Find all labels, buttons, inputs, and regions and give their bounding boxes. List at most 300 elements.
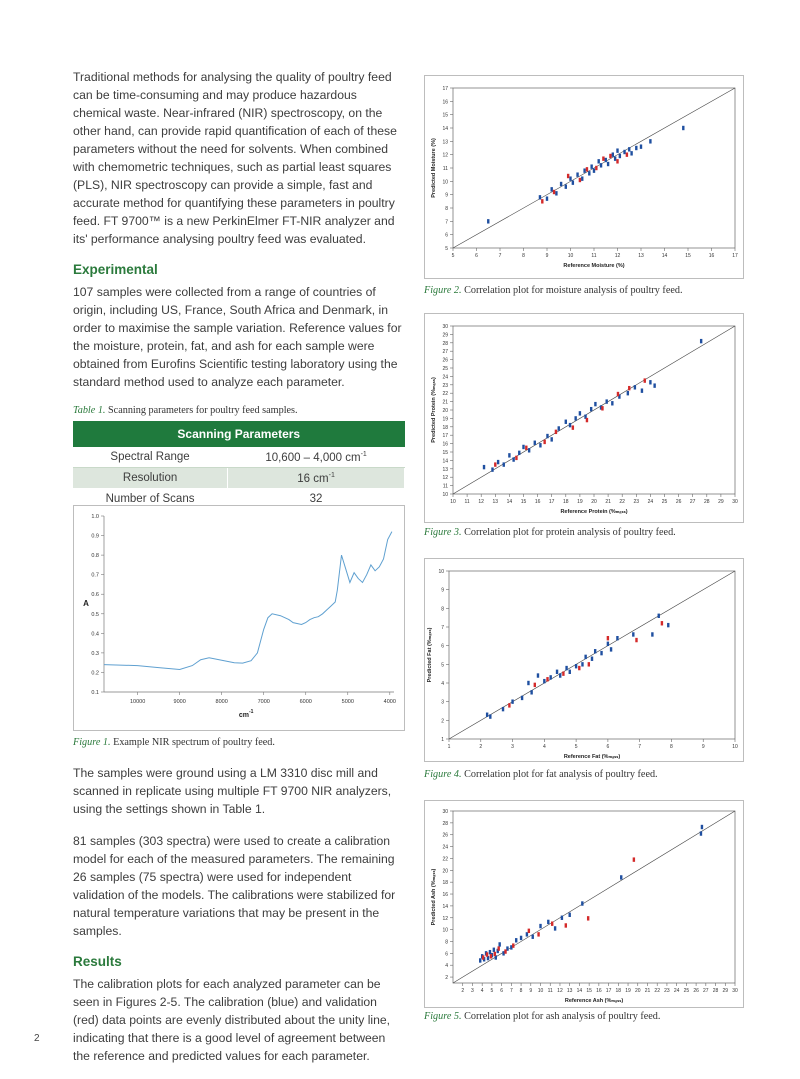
x-tick-label: 13: [566, 988, 573, 994]
calibration-point: [630, 151, 632, 155]
calibration-point: [569, 176, 571, 180]
validation-point: [586, 167, 588, 171]
ash-chart: [425, 801, 743, 1007]
calibration-point: [614, 156, 616, 160]
x-tick-label: 3: [471, 988, 474, 994]
figure-1-label: Figure 1.: [73, 737, 111, 748]
table-cell-value: 10,600 – 4,000 $cm^{-1}$: [228, 447, 405, 468]
validation-point: [512, 943, 514, 947]
y-tick-label: 28: [442, 340, 448, 347]
x-tick-label: 26: [675, 499, 682, 505]
spectrum-chart: [74, 506, 404, 730]
y-tick-label: 10: [442, 179, 448, 186]
calibration-point: [487, 219, 489, 223]
calibration-point: [503, 462, 505, 466]
validation-point: [579, 178, 581, 182]
x-tick-label: 19: [625, 988, 631, 994]
results-paragraph: The calibration plots for each analyzed parameter can be seen in Figures 2-5. The calibration (blue) and validation (red) data points are evenly distributed about the unity line, indicating that there is a good level of agreement between the reference and predicted values for each parameter.: [73, 977, 391, 1063]
x-tick-label: 6000: [299, 699, 312, 705]
calibration-point: [549, 675, 551, 679]
y-tick-label: 22: [442, 856, 448, 863]
validation-point: [567, 174, 569, 178]
y-tick-label: 14: [442, 458, 448, 465]
figure-3-box: [424, 313, 744, 523]
calibration-point: [539, 924, 541, 928]
validation-point: [486, 952, 488, 956]
x-tick-label: 8000: [215, 699, 228, 705]
y-tick-label: 20: [442, 868, 448, 875]
x-tick-label: 17: [548, 499, 555, 505]
calibration-point: [528, 448, 530, 452]
calibration-point: [616, 148, 618, 152]
y-tick-label: 0.3: [91, 650, 99, 657]
x-tick-label: 16: [596, 988, 602, 994]
scanning-parameters-table: [73, 421, 405, 510]
calibration-point: [575, 664, 577, 668]
validation-point: [508, 703, 510, 707]
x-tick-label: 5: [574, 744, 578, 750]
x-tick-label: 25: [661, 499, 668, 505]
validation-point: [609, 154, 611, 158]
calibration-point: [620, 875, 622, 879]
y-tick-label: 26: [442, 832, 448, 839]
y-tick-label: 30: [442, 809, 448, 815]
figure-1-box: [73, 505, 405, 731]
unity-line: [449, 571, 735, 739]
validation-point: [626, 152, 628, 156]
page-number: 2: [34, 1033, 40, 1044]
calibration-point: [649, 380, 651, 384]
y-tick-label: 7: [441, 625, 444, 631]
x-tick-label: 21: [644, 988, 651, 994]
calibration-point: [511, 699, 513, 703]
x-tick-label: 17: [732, 253, 738, 259]
x-tick-label: 14: [661, 253, 668, 259]
x-tick-label: 12: [557, 988, 563, 994]
calibration-point: [590, 164, 592, 168]
x-tick-label: 10: [732, 744, 738, 750]
y-tick-label: 2: [441, 718, 444, 725]
x-tick-label: 14: [506, 499, 513, 505]
x-tick-label: 10: [537, 988, 544, 994]
calibration-point: [543, 679, 545, 683]
calibration-point: [598, 159, 600, 163]
y-tick-label: 16: [442, 99, 448, 106]
x-tick-label: 8: [522, 253, 525, 259]
x-tick-label: 26: [693, 988, 699, 994]
validation-point: [525, 446, 527, 450]
intro-paragraph: Traditional methods for analysing the quality of poultry feed can be time-consuming and may produce hazardous chemical waste. Near-infrared (NIR) spectroscopy, on the other hand, can provide rapid quantification of each of these parameters without the need for solvents. When combined with chemometric techniques, such as partial least squares (PLS), NIR spectroscopy can provide a simple, fast and accurate method for quantifying these parameters in poultry feed. FT 9700™ is a new PerkinElmer FT-NIR analyzer and its' performance analysing poultry feed was evaluated.: [73, 70, 397, 246]
calibration-point: [518, 451, 520, 455]
table-cell-value: 32: [228, 489, 405, 510]
figure-3-caption: Figure 3. Correlation plot for protein analysis of poultry feed.: [424, 527, 676, 538]
calibration-point: [556, 670, 558, 674]
y-tick-label: 21: [442, 399, 448, 406]
validation-point: [602, 156, 604, 160]
x-tick-label: 11: [591, 253, 597, 259]
validation-point: [588, 662, 590, 666]
left-column: [73, 68, 405, 532]
x-tick-label: 14: [576, 988, 583, 994]
validation-point: [661, 621, 663, 625]
y-tick-label: 0.1: [91, 690, 99, 696]
validation-point: [586, 418, 588, 422]
x-tick-label: 10: [567, 253, 574, 259]
x-tick-label: 10000: [129, 699, 146, 705]
x-tick-label: 22: [619, 499, 625, 505]
validation-point: [498, 946, 500, 950]
y-tick-label: 0.5: [91, 611, 99, 618]
table-cell-label: Number of Scans: [73, 489, 228, 510]
x-tick-label: 29: [722, 988, 729, 994]
validation-point: [565, 923, 567, 927]
y-tick-label: 15: [442, 112, 448, 119]
validation-point: [490, 954, 492, 958]
x-tick-label: 11: [464, 499, 470, 505]
x-tick-label: 7: [498, 253, 502, 259]
y-tick-label: 19: [442, 416, 448, 423]
calibration-point: [581, 176, 583, 180]
x-tick-label: 4: [480, 988, 484, 994]
calibration-point: [600, 651, 602, 655]
validation-point: [543, 440, 545, 444]
y-tick-label: 15: [442, 450, 448, 456]
x-tick-label: 12: [478, 499, 484, 505]
calibration-point: [576, 172, 578, 176]
validation-point: [494, 462, 496, 466]
y-tick-label: 30: [442, 324, 448, 330]
y-tick-label: 24: [442, 374, 448, 381]
calibration-point: [574, 416, 576, 420]
moisture-chart: [425, 76, 743, 278]
y-axis-label: Predicted Moisture (%): [431, 138, 437, 198]
x-tick-label: 4: [542, 744, 546, 750]
x-tick-label: 16: [534, 499, 541, 505]
calibration-point: [527, 681, 529, 685]
x-tick-label: 12: [614, 253, 621, 259]
validation-point: [644, 378, 646, 382]
x-tick-label: 10: [450, 499, 456, 505]
table-cell-value: 16 $cm^{-1}$: [228, 468, 405, 489]
y-tick-label: 0.7: [91, 572, 99, 579]
x-tick-label: 22: [654, 988, 660, 994]
y-tick-label: 10: [438, 569, 444, 575]
x-tick-label: 30: [732, 988, 738, 994]
calibration-point: [700, 831, 702, 835]
y-tick-label: 6: [441, 643, 444, 650]
calibration-point: [658, 614, 660, 618]
y-tick-label: 23: [442, 382, 448, 389]
calibration-point: [649, 139, 651, 143]
y-tick-label: 5: [445, 246, 448, 252]
calibration-point: [512, 457, 514, 461]
x-tick-label: 24: [673, 988, 680, 994]
x-tick-label: 27: [703, 988, 709, 994]
y-tick-label: 12: [442, 152, 448, 159]
validation-point: [482, 955, 484, 959]
calibration-point: [607, 162, 609, 166]
x-tick-label: 5: [451, 253, 455, 259]
validation-point: [595, 166, 597, 170]
y-tick-label: 12: [442, 915, 448, 922]
x-axis-label: Reference Protein (%ₘₐₛₛ): [560, 509, 628, 515]
validation-point: [635, 638, 637, 642]
x-tick-label: 4000: [383, 699, 396, 705]
figure-5-box: [424, 800, 744, 1008]
x-tick-label: 7: [638, 744, 642, 750]
figure-2-caption: Figure 2. Correlation plot for moisture analysis of poultry feed.: [424, 285, 683, 296]
x-tick-label: 15: [520, 499, 527, 505]
calibration-point: [539, 195, 541, 199]
y-tick-label: 11: [442, 483, 448, 490]
validation-point: [587, 916, 589, 920]
x-tick-label: 5: [490, 988, 494, 994]
x-axis-label: Reference Moisture (%): [563, 263, 625, 269]
table-row: [73, 468, 405, 489]
calibration-point: [600, 163, 602, 167]
y-tick-label: 13: [442, 139, 448, 146]
calibration-point: [634, 385, 636, 389]
calibration-point: [605, 399, 607, 403]
calibration-point: [632, 632, 634, 636]
left-column-lower: [73, 764, 405, 1079]
y-tick-label: 13: [442, 466, 448, 473]
calibration-point: [493, 948, 495, 952]
calibration-point: [554, 926, 556, 930]
calibration-point: [515, 938, 517, 942]
y-tick-label: 2: [445, 975, 448, 982]
figure-2-box: [424, 75, 744, 279]
x-tick-label: 19: [577, 499, 583, 505]
y-tick-label: 24: [442, 844, 448, 851]
table-caption-label: Table 1.: [73, 405, 106, 416]
calibration-point: [627, 391, 629, 395]
y-axis-label: Predicted Protein (%ₘₐₛₛ): [431, 377, 437, 443]
calibration-point: [623, 150, 625, 154]
y-tick-label: 10: [442, 927, 448, 934]
x-tick-label: 24: [647, 499, 654, 505]
y-tick-label: 14: [442, 126, 448, 132]
method-paragraph: The samples were ground using a LM 3310 disc mill and scanned in replicate using multiple FT 9700 NIR analyzers, using the settings shown in Table 1.: [73, 766, 392, 816]
calibration-point: [551, 187, 553, 191]
validation-point: [553, 190, 555, 194]
results-heading: Results: [73, 954, 122, 969]
validation-point: [633, 857, 635, 861]
x-tick-label: 15: [586, 988, 592, 994]
calibration-point: [590, 407, 592, 411]
unity-line: [453, 326, 735, 494]
validation-point: [616, 159, 618, 163]
x-tick-label: 3: [511, 744, 514, 750]
x-tick-label: 1: [447, 744, 451, 750]
y-tick-label: 28: [442, 820, 448, 827]
calibration-point: [532, 935, 534, 939]
y-axis-label: Predicted Fat (%ₘₐₛₛ): [427, 627, 433, 683]
calibration-point: [619, 154, 621, 158]
validation-point: [534, 683, 536, 687]
calibration-point: [700, 339, 702, 343]
x-tick-label: 8: [519, 988, 523, 994]
calibration-point: [498, 942, 500, 946]
y-tick-label: 14: [442, 903, 448, 910]
y-tick-label: 12: [442, 475, 448, 482]
y-tick-label: 7: [445, 219, 448, 226]
protein-chart: [425, 314, 743, 522]
calibration-point: [537, 673, 539, 677]
calibration-point: [521, 696, 523, 700]
calibration-point: [640, 144, 642, 148]
y-tick-label: 16: [442, 892, 448, 899]
figure-1-caption: Figure 1. Example NIR spectrum of poultry feed.: [73, 737, 275, 748]
x-tick-label: 9000: [173, 699, 186, 705]
x-tick-label: 25: [683, 988, 690, 994]
x-tick-label: 20: [634, 988, 641, 994]
calibration-point: [560, 182, 562, 186]
x-tick-label: 23: [664, 988, 670, 994]
x-tick-label: 6: [606, 744, 610, 750]
spectrum-line: [104, 532, 392, 670]
x-tick-label: 30: [732, 499, 738, 505]
experimental-heading: Experimental: [73, 262, 158, 277]
validation-point: [617, 392, 619, 396]
experimental-paragraph: 107 samples were collected from a range of countries of origin, including US, France, South Africa and Denmark, in order to maximise the sample variation. Reference values for the moisture, protein, fat, and ash for each sample were obtained from Eurofins Scientific testing laboratory using the standard method used to analyze each parameter.: [73, 285, 402, 389]
y-tick-label: 6: [445, 951, 448, 958]
y-tick-label: 27: [442, 349, 448, 356]
figure-4-caption: Figure 4. Correlation plot for fat analysis of poultry feed.: [424, 769, 658, 780]
calibration-point: [635, 146, 637, 150]
x-tick-label: 5000: [341, 699, 354, 705]
validation-point: [572, 425, 574, 429]
y-tick-label: 29: [442, 332, 448, 339]
calibration-point: [593, 168, 595, 172]
validation-point: [504, 949, 506, 953]
calibration-point: [611, 401, 613, 405]
calibration-point: [584, 655, 586, 659]
validation-point: [601, 406, 603, 410]
calibration-point: [565, 420, 567, 424]
x-tick-label: 13: [638, 253, 644, 259]
y-tick-label: 9: [441, 587, 444, 594]
calibration-point: [520, 936, 522, 940]
x-tick-label: 9: [529, 988, 533, 994]
x-tick-label: 20: [591, 499, 597, 505]
x-axis-label: Reference Ash (%ₘₐₛₛ): [564, 998, 624, 1004]
calibration-point: [579, 411, 581, 415]
y-axis-label: Predicted Ash (%ₘₐₛₛ): [431, 868, 437, 926]
unity-line: [453, 88, 735, 248]
calibration-point: [591, 657, 593, 661]
validation-point: [546, 677, 548, 681]
validation-point: [607, 636, 609, 640]
y-tick-label: 26: [442, 357, 448, 364]
figure-4-box: [424, 558, 744, 762]
x-tick-label: 7: [509, 988, 513, 994]
y-tick-label: 17: [442, 433, 448, 440]
y-tick-label: 1.0: [91, 514, 99, 520]
calibration-point: [522, 445, 524, 449]
y-tick-label: 4: [445, 963, 448, 970]
validation-point: [628, 386, 630, 390]
x-tick-label: 7000: [257, 699, 270, 705]
x-tick-label: 21: [605, 499, 611, 505]
calibration-point: [581, 662, 583, 666]
calibration-point: [530, 690, 532, 694]
x-tick-label: 9: [701, 744, 705, 750]
table-caption-text: Scanning parameters for poultry feed samples.: [105, 405, 298, 416]
y-tick-label: 0.6: [91, 592, 99, 599]
x-axis-label: cm: [238, 712, 249, 719]
x-tick-label: 2: [479, 744, 483, 750]
y-axis-label: A: [83, 599, 89, 608]
x-tick-label: 27: [689, 499, 696, 505]
calibration-point: [572, 180, 574, 184]
calibration-point: [641, 388, 643, 392]
calibration-point: [491, 467, 493, 471]
calibration-point: [559, 673, 561, 677]
calibration-point: [682, 126, 684, 130]
y-tick-label: 0.4: [91, 631, 99, 638]
validation-point: [541, 199, 543, 203]
calibration-point: [555, 191, 557, 195]
x-tick-label: 9: [545, 253, 549, 259]
y-tick-label: 18: [442, 424, 448, 431]
y-tick-label: 9: [445, 192, 448, 199]
y-tick-label: 22: [442, 391, 448, 398]
y-tick-label: 4: [441, 681, 444, 687]
y-tick-label: 5: [441, 662, 444, 669]
table-cell-label: Resolution: [73, 468, 228, 489]
calibration-point: [610, 647, 612, 651]
validation-point: [551, 921, 553, 925]
y-tick-label: 20: [442, 408, 448, 414]
calibration-point: [583, 168, 585, 172]
y-tick-label: 17: [442, 86, 448, 92]
x-tick-label: 28: [712, 988, 719, 994]
calibration-point: [605, 158, 607, 162]
y-tick-label: 25: [442, 366, 448, 372]
calibration-point: [667, 623, 669, 627]
calibration-point: [497, 460, 499, 464]
calibration-point: [546, 196, 548, 200]
y-tick-label: 6: [445, 232, 448, 239]
x-tick-label: 2: [461, 988, 465, 994]
x-tick-label: 28: [704, 499, 710, 505]
calibration-point: [607, 642, 609, 646]
calibration-point: [483, 465, 485, 469]
calibration-point: [479, 958, 481, 962]
calibration-point: [628, 147, 630, 151]
calibration-point: [502, 707, 504, 711]
x-tick-label: 16: [708, 253, 715, 259]
calibration-point: [701, 825, 703, 829]
validation-point: [494, 952, 496, 956]
calibration-point: [546, 434, 548, 438]
x-tick-label: 13: [492, 499, 499, 505]
calibration-point: [594, 402, 596, 406]
validation-point: [528, 929, 530, 933]
validation-point: [578, 666, 580, 670]
validation-point: [537, 932, 539, 936]
x-axis-label-exponent: -1: [249, 709, 254, 715]
calibration-point: [594, 649, 596, 653]
table-header: Scanning Parameters: [73, 421, 405, 447]
x-tick-label: 18: [615, 988, 622, 994]
calibration-point: [551, 437, 553, 441]
x-tick-label: 11: [547, 988, 553, 994]
calibration-point: [569, 670, 571, 674]
x-tick-label: 23: [633, 499, 640, 505]
y-tick-label: 3: [441, 699, 444, 706]
